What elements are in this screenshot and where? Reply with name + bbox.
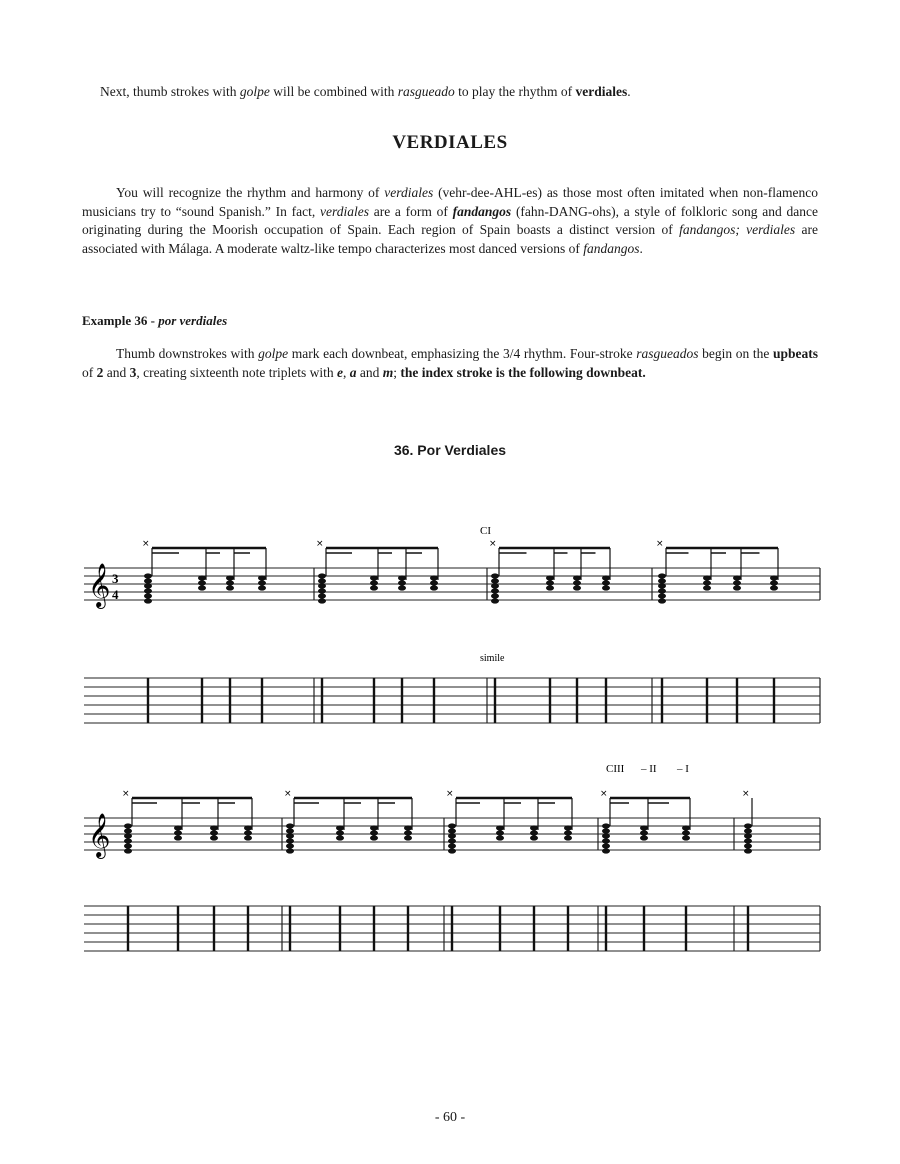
chord-note	[491, 593, 499, 598]
chord-note	[286, 833, 294, 838]
intro-text: .	[627, 84, 631, 99]
chord-note	[430, 585, 438, 590]
chord-note	[491, 583, 499, 588]
chord-note	[318, 583, 326, 588]
chord-note	[404, 830, 412, 835]
chord-note	[733, 580, 741, 585]
para-text: are a form of	[368, 203, 453, 219]
chord-note	[496, 835, 504, 840]
chord-note	[602, 828, 610, 833]
chord-note	[658, 593, 666, 598]
accent-mark: ×	[656, 539, 664, 549]
time-signature: 3	[112, 571, 119, 586]
chord-note	[491, 598, 499, 603]
chord-note	[318, 573, 326, 578]
chord-note	[370, 835, 378, 840]
chord-note	[491, 573, 499, 578]
chord-note	[286, 823, 294, 828]
para-italic: verdiales	[319, 203, 369, 219]
section-heading: VERDIALES	[392, 132, 508, 153]
treble-clef-icon: 𝄞	[88, 563, 111, 607]
chord-note	[744, 848, 752, 853]
para-text: and	[103, 364, 130, 380]
chord-note	[733, 585, 741, 590]
chord-note	[658, 578, 666, 583]
para-italic: fandangos	[583, 240, 640, 256]
chord-note	[258, 575, 266, 580]
accent-mark: ×	[742, 789, 750, 799]
chord-note	[733, 575, 741, 580]
chord-note	[448, 828, 456, 833]
para-italic: rasgueados	[636, 346, 699, 361]
chord-note	[318, 598, 326, 603]
para-text: , creating sixteenth note triplets with	[136, 364, 337, 380]
example-italic: por verdiales	[158, 313, 228, 328]
chord-note	[573, 580, 581, 585]
chord-note	[258, 585, 266, 590]
chord-note	[658, 598, 666, 603]
chord-note	[640, 830, 648, 835]
chord-note	[546, 585, 554, 590]
para-bold-italic: e	[336, 364, 343, 380]
staff-and-tab-1	[82, 520, 822, 730]
chord-note	[398, 585, 406, 590]
chord-note	[602, 833, 610, 838]
chord-note	[602, 838, 610, 843]
para-bold-italic: a	[349, 364, 357, 380]
chord-note	[658, 588, 666, 593]
chord-note	[564, 835, 572, 840]
chord-note	[144, 588, 152, 593]
intro-text: to play the rhythm of	[454, 84, 576, 99]
chord-note	[602, 843, 610, 848]
chord-note	[370, 585, 378, 590]
chord-note	[124, 838, 132, 843]
chord-note	[491, 578, 499, 583]
para-bold-italic: m	[382, 364, 394, 380]
chord-note	[286, 848, 294, 853]
chord-note	[682, 825, 690, 830]
para-text: and	[356, 364, 383, 380]
example-title	[82, 313, 227, 329]
chord-note	[336, 825, 344, 830]
para-bold: the index stroke is the following downbeat.	[400, 364, 646, 380]
chord-note	[404, 825, 412, 830]
chord-note	[124, 828, 132, 833]
intro-text: will be combined with	[269, 84, 398, 99]
music-system-2	[82, 758, 822, 958]
chord-note	[744, 843, 752, 848]
para-text: of	[82, 364, 97, 380]
chord-note	[144, 593, 152, 598]
chord-note	[682, 835, 690, 840]
accent-mark: ×	[316, 539, 324, 549]
position-marking-ii: – II	[641, 763, 657, 775]
chord-note	[602, 575, 610, 580]
chord-note	[564, 830, 572, 835]
paragraph-verdiales-intro	[82, 184, 818, 258]
chord-note	[770, 575, 778, 580]
chord-note	[124, 848, 132, 853]
music-example-title: 36. Por Verdiales	[393, 442, 507, 458]
chord-note	[144, 578, 152, 583]
chord-note	[546, 580, 554, 585]
chord-note	[144, 573, 152, 578]
chord-note	[398, 580, 406, 585]
para-text: are associated with Málaga. A moderate waltz-like tempo characterizes most danced versions of	[82, 222, 819, 256]
chord-note	[226, 580, 234, 585]
chord-note	[286, 843, 294, 848]
para-text: ;	[393, 364, 401, 380]
barre-marking-ciii: CIII	[606, 763, 625, 775]
para-italic: golpe	[258, 346, 289, 361]
intro-verdiales: verdiales	[575, 84, 628, 99]
page-number: - 60 -	[434, 1110, 466, 1125]
chord-note	[546, 575, 554, 580]
accent-mark: ×	[142, 539, 150, 549]
chord-note	[744, 823, 752, 828]
accent-mark: ×	[122, 789, 130, 799]
chord-note	[144, 598, 152, 603]
chord-note	[744, 838, 752, 843]
chord-note	[640, 825, 648, 830]
chord-note	[244, 835, 252, 840]
para-bold: upbeats	[772, 346, 818, 361]
chord-note	[336, 830, 344, 835]
chord-note	[496, 825, 504, 830]
chord-note	[318, 588, 326, 593]
chord-note	[258, 580, 266, 585]
chord-note	[198, 585, 206, 590]
para-italic: fandangos; verdiales	[679, 222, 796, 237]
staff-and-tab-2	[82, 758, 822, 958]
chord-note	[430, 575, 438, 580]
chord-note	[530, 830, 538, 835]
chord-note	[530, 825, 538, 830]
chord-note	[198, 575, 206, 580]
barre-marking-ci: CI	[480, 525, 491, 537]
simile-marking: simile	[480, 653, 505, 664]
chord-note	[244, 825, 252, 830]
chord-note	[226, 575, 234, 580]
para-text: ,	[342, 364, 350, 380]
position-marking-i: – I	[677, 763, 689, 775]
chord-note	[398, 575, 406, 580]
chord-note	[573, 585, 581, 590]
para-text: You will recognize the rhythm and harmony of	[116, 185, 385, 200]
para-bold: 3	[129, 364, 137, 380]
chord-note	[448, 833, 456, 838]
chord-note	[318, 593, 326, 598]
chord-note	[210, 835, 218, 840]
para-text: Thumb downstrokes with	[116, 346, 259, 361]
para-text: (vehr-dee-AHL-es) as those most often imitated when non-flamenco musicians try to “sound Spanish.” In fact,	[82, 185, 818, 219]
chord-note	[744, 828, 752, 833]
chord-note	[564, 825, 572, 830]
intro-text: Next, thumb strokes with	[100, 84, 240, 99]
chord-note	[682, 830, 690, 835]
chord-note	[448, 843, 456, 848]
para-text: mark each downbeat, emphasizing the 3/4 rhythm. Four-stroke	[288, 346, 637, 361]
chord-note	[602, 848, 610, 853]
para-bold: 2	[96, 364, 104, 380]
accent-mark: ×	[446, 789, 454, 799]
para-bold-italic: fandangos	[452, 203, 512, 219]
time-signature: 4	[112, 587, 119, 602]
para-text: .	[639, 240, 643, 256]
treble-clef-icon: 𝄞	[88, 813, 111, 857]
chord-note	[370, 830, 378, 835]
intro-golpe: golpe	[239, 84, 270, 99]
chord-note	[124, 843, 132, 848]
chord-note	[640, 835, 648, 840]
intro-sentence	[100, 84, 800, 100]
chord-note	[124, 833, 132, 838]
chord-note	[530, 835, 538, 840]
chord-note	[286, 828, 294, 833]
chord-note	[770, 580, 778, 585]
chord-note	[286, 838, 294, 843]
chord-note	[370, 580, 378, 585]
example-label: Example 36 -	[82, 313, 159, 328]
chord-note	[244, 830, 252, 835]
chord-note	[198, 580, 206, 585]
chord-note	[174, 830, 182, 835]
paragraph-example-explanation	[82, 345, 818, 382]
chord-note	[370, 825, 378, 830]
chord-note	[573, 575, 581, 580]
chord-note	[174, 825, 182, 830]
para-text: (fahn-DANG-ohs), a style of folkloric song and dance originating during the Moorish occupation of Spain. Each region of Spain boasts a distinct version of	[82, 203, 818, 237]
chord-note	[318, 578, 326, 583]
chord-note	[703, 580, 711, 585]
accent-mark: ×	[284, 789, 292, 799]
chord-note	[174, 835, 182, 840]
chord-note	[703, 575, 711, 580]
chord-note	[336, 835, 344, 840]
chord-note	[448, 848, 456, 853]
chord-note	[448, 838, 456, 843]
chord-note	[602, 580, 610, 585]
intro-rasgueado: rasgueado	[397, 84, 455, 99]
chord-note	[602, 823, 610, 828]
chord-note	[744, 833, 752, 838]
chord-note	[226, 585, 234, 590]
chord-note	[770, 585, 778, 590]
chord-note	[491, 588, 499, 593]
chord-note	[370, 575, 378, 580]
para-text: begin on the	[698, 346, 773, 361]
chord-note	[210, 825, 218, 830]
chord-note	[602, 585, 610, 590]
chord-note	[210, 830, 218, 835]
chord-note	[496, 830, 504, 835]
chord-note	[430, 580, 438, 585]
chord-note	[144, 583, 152, 588]
chord-note	[658, 573, 666, 578]
music-system-1	[82, 520, 822, 730]
para-italic: verdiales	[384, 185, 434, 200]
chord-note	[703, 585, 711, 590]
accent-mark: ×	[600, 789, 608, 799]
chord-note	[448, 823, 456, 828]
accent-mark: ×	[489, 539, 497, 549]
chord-note	[404, 835, 412, 840]
chord-note	[658, 583, 666, 588]
chord-note	[124, 823, 132, 828]
